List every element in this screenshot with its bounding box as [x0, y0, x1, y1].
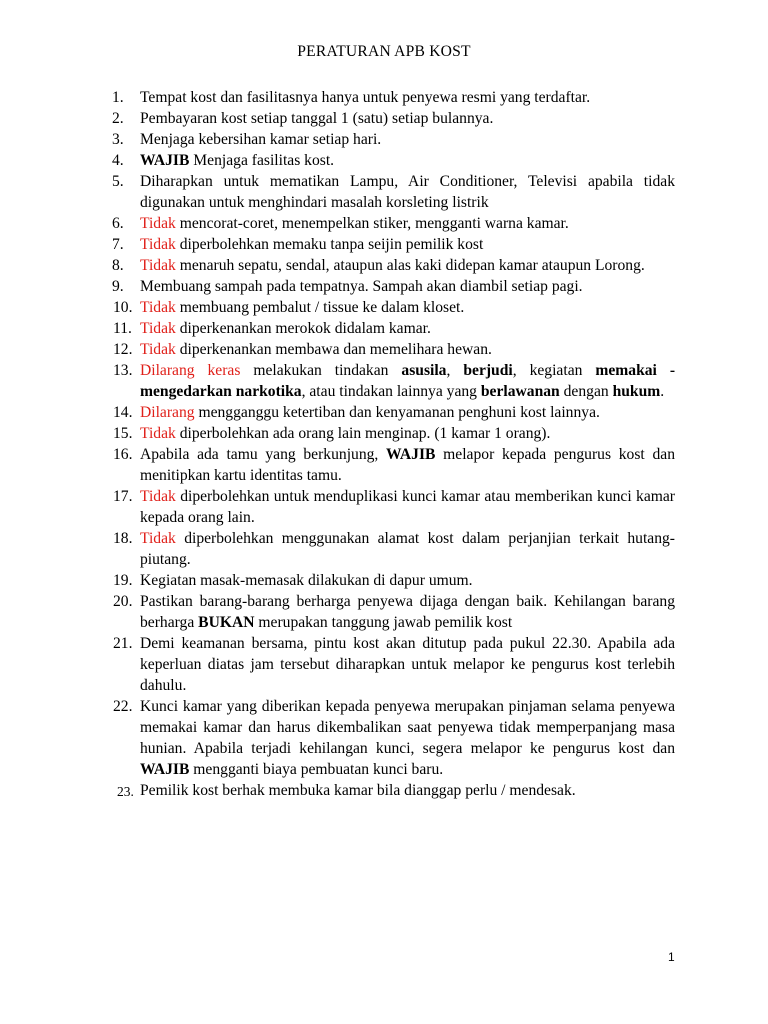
- rule-red-lead: Tidak: [140, 299, 176, 316]
- rules-list: [0, 87, 768, 801]
- rule-item-14: [0, 402, 768, 423]
- rule-item-19: [0, 570, 768, 591]
- rule-number: 4.: [112, 152, 124, 169]
- rule-text: Tempat kost dan fasilitasnya hanya untuk penyewa resmi yang terdaftar.: [140, 89, 591, 106]
- rule-item-10: [0, 297, 768, 318]
- rule-item-18: [0, 528, 768, 570]
- rule-text: diperbolehkan ada orang lain menginap. (1 kamar 1 orang).: [175, 425, 551, 442]
- rule-item-3: [0, 129, 768, 150]
- rule-item-6: [0, 213, 768, 234]
- rule-text: membuang pembalut / tissue ke dalam kloset.: [175, 299, 465, 316]
- rule-number: 19.: [113, 572, 133, 589]
- rule-number: 22.: [113, 698, 133, 715]
- rule-number: 17.: [113, 488, 133, 505]
- rule-number: 7.: [112, 236, 124, 253]
- rule-text-part: mengganti biaya pembuatan kunci baru.: [189, 761, 444, 778]
- rule-number: 23.: [117, 784, 134, 799]
- rule-text: menaruh sepatu, sendal, ataupun alas kaki didepan kamar ataupun Lorong.: [175, 257, 645, 274]
- rule-item-1: [0, 87, 768, 108]
- rule-bold-term: berjudi: [463, 362, 513, 379]
- rule-item-2: [0, 108, 768, 129]
- rule-red-lead: Tidak: [140, 215, 176, 232]
- rule-number: 14.: [113, 404, 133, 421]
- rule-number: 5.: [112, 173, 124, 190]
- rule-number: 18.: [113, 530, 133, 547]
- rule-text: mengganggu ketertiban dan kenyamanan penghuni kost lainnya.: [194, 404, 600, 421]
- rule-number: 11.: [113, 320, 132, 337]
- rule-text-part: merupakan tanggung jawab pemilik kost: [254, 614, 513, 631]
- rule-number: 9.: [112, 278, 124, 295]
- rule-text: diperkenankan merokok didalam kamar.: [175, 320, 431, 337]
- rule-item-17: [0, 486, 768, 528]
- rule-number: 16.: [113, 446, 133, 463]
- rule-number: 1.: [112, 89, 124, 106]
- rule-item-12: [0, 339, 768, 360]
- rule-text-part: Kunci kamar yang diberikan kepada penyewa merupakan pinjaman selama penyewa memakai kamar dan harus dikembalikan saat penyewa tidak memperpanjang masa hunian. Apabila terjadi kehilangan kunci, segera melapor ke pengurus kost dan: [140, 698, 675, 757]
- rule-text: Pemilik kost berhak membuka kamar bila dianggap perlu / mendesak.: [140, 782, 576, 799]
- rule-text: Kegiatan masak-memasak dilakukan di dapur umum.: [140, 572, 473, 589]
- rule-item-11: [0, 318, 768, 339]
- rule-text: diperbolehkan memaku tanpa seijin pemilik kost: [175, 236, 484, 253]
- rule-text-part: , kegiatan: [512, 362, 596, 379]
- rule-text-part: ,: [446, 362, 464, 379]
- rule-text: Menjaga kebersihan kamar setiap hari.: [140, 131, 382, 148]
- rule-item-20: [0, 591, 768, 633]
- rule-item-16: [0, 444, 768, 486]
- rule-red-lead: Dilarang keras: [140, 362, 241, 379]
- rule-bold-term: memakai - mengedarkan narkotika: [140, 362, 676, 400]
- rule-bold-term: berlawanan: [480, 383, 560, 400]
- rule-text: Diharapkan untuk mematikan Lampu, Air Conditioner, Televisi apabila tidak digunakan untuk menghindari masalah korsleting listrik: [140, 173, 675, 211]
- rule-bold-term: BUKAN: [198, 614, 255, 631]
- rule-number: 8.: [112, 257, 124, 274]
- rule-text-part: melapor kepada pengurus kost dan menitipkan kartu identitas tamu.: [140, 446, 675, 484]
- rule-number: 21.: [113, 635, 133, 652]
- rule-red-lead: Tidak: [140, 236, 176, 253]
- rule-red-lead: Tidak: [140, 488, 176, 505]
- rule-text: mencorat-coret, menempelkan stiker, mengganti warna kamar.: [175, 215, 569, 232]
- rule-red-lead: Tidak: [140, 320, 176, 337]
- rule-bold-term: WAJIB: [386, 446, 436, 463]
- rule-item-15: [0, 423, 768, 444]
- rule-text-part: .: [660, 383, 665, 400]
- rule-item-13: [0, 360, 768, 402]
- rule-item-7: [0, 234, 768, 255]
- rule-item-21: [0, 633, 768, 696]
- rule-text: diperkenankan membawa dan memelihara hewan.: [175, 341, 492, 358]
- rule-text: diperbolehkan untuk menduplikasi kunci kamar atau memberikan kunci kamar kepada orang lain.: [140, 488, 675, 526]
- rule-item-8: [0, 255, 768, 276]
- rule-text-part: Apabila ada tamu yang berkunjung,: [140, 446, 387, 463]
- rule-text: Demi keamanan bersama, pintu kost akan ditutup pada pukul 22.30. Apabila ada keperluan diatas jam tersebut diharapkan untuk melapor ke pengurus kost terlebih dahulu.: [140, 635, 675, 694]
- rule-item-22: [0, 696, 768, 780]
- rule-number: 20.: [113, 593, 133, 610]
- rule-item-4: [0, 150, 768, 171]
- rule-text: Menjaga fasilitas kost.: [189, 152, 335, 169]
- rule-number: 3.: [112, 131, 124, 148]
- rule-number: 13.: [113, 362, 133, 379]
- rule-text-part: melakukan tindakan: [240, 362, 402, 379]
- page-number: 1: [668, 950, 675, 964]
- rule-bold-lead: WAJIB: [140, 152, 190, 169]
- rule-red-lead: Dilarang: [140, 404, 195, 421]
- rule-red-lead: Tidak: [140, 257, 176, 274]
- rule-text-part: Pastikan barang-barang berharga penyewa dijaga dengan baik. Kehilangan barang berharga: [140, 593, 675, 631]
- rule-bold-term: hukum: [612, 383, 661, 400]
- rule-text: Membuang sampah pada tempatnya. Sampah akan diambil setiap pagi.: [140, 278, 583, 295]
- rule-bold-term: WAJIB: [140, 761, 190, 778]
- rule-text-part: dengan: [559, 383, 613, 400]
- rule-text-part: , atau tindakan lainnya yang: [301, 383, 481, 400]
- rule-red-lead: Tidak: [140, 530, 176, 547]
- rule-bold-term: asusila: [401, 362, 447, 379]
- rule-red-lead: Tidak: [140, 425, 176, 442]
- rule-text: Pembayaran kost setiap tanggal 1 (satu) setiap bulannya.: [140, 110, 494, 127]
- rule-number: 12.: [113, 341, 133, 358]
- rule-number: 6.: [112, 215, 124, 232]
- rule-number: 10.: [113, 299, 133, 316]
- rule-text: diperbolehkan menggunakan alamat kost dalam perjanjian terkait hutang-piutang.: [140, 530, 675, 568]
- rule-item-5: [0, 171, 768, 213]
- document-title: PERATURAN APB KOST: [297, 43, 471, 60]
- rule-number: 15.: [113, 425, 133, 442]
- rule-number: 2.: [112, 110, 124, 127]
- rule-item-9: [0, 276, 768, 297]
- rule-red-lead: Tidak: [140, 341, 176, 358]
- rule-item-23: [0, 780, 768, 801]
